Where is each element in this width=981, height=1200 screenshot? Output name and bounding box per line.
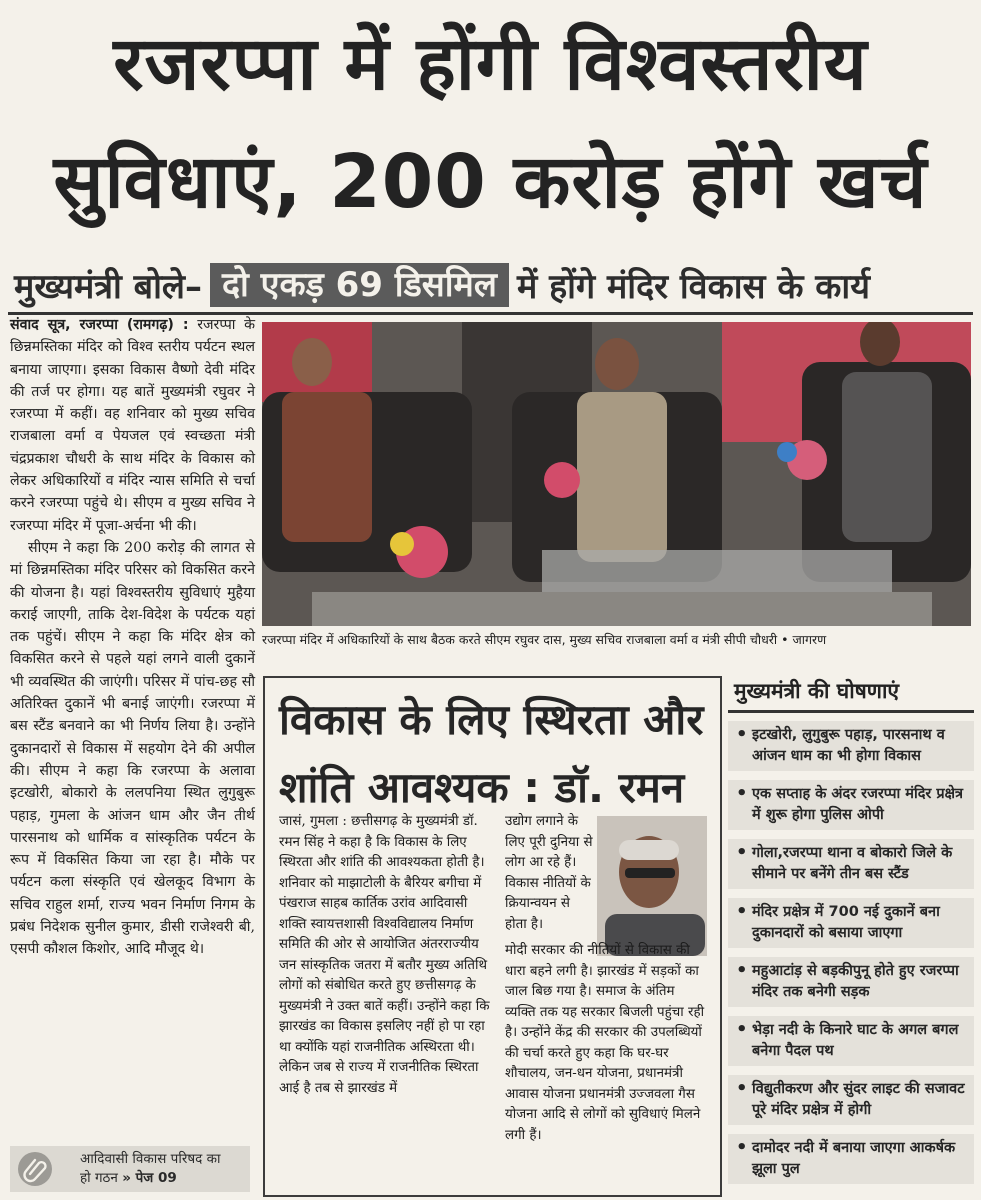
announcement-item: • भेड़ा नदी के किनारे घाट के अगल बगल बनेगा पैदल पथ xyxy=(728,1016,974,1066)
page-reference-page: » पेज 09 xyxy=(122,1170,177,1186)
side-story-column-1 xyxy=(279,812,497,1099)
announcements xyxy=(728,676,974,1193)
paperclip-icon-glyph xyxy=(18,1152,52,1186)
announcement-item: • विद्युतीकरण और सुंदर लाइट की सजावट पूरे मंदिर प्रक्षेत्र में होगी xyxy=(728,1075,974,1125)
main-story-paragraph-2: सीएम ने कहा कि 200 करोड़ की लागत से मां छिन्नमस्तिका मंदिर परिसर को विकसित करने की योजना है। यहां विश्वस्तरीय सुविधाएं मुहैया कराई जाएगी, ताकि देश-विदेश के पर्यटक यहां तक पहुंचें। सीएम ने कहा कि मंदिर क्षेत्र को विकसित करने से पहले यहां लगने वाली दुकानें भी व्यवस्थित की जाएंगी। परिसर में पांच-छह सौ अतिरिक्त दुकानें भी बनाई जाएंगी। रजरप्पा में बस स्टैंड बनवाने का भी निर्णय लिया है। उन्होंने दुकानदारों से विकास में सहयोग देने की अपील की। सीएम ने कहा कि रजरप्पा के अलावा इटखोरी, बोकारो के ललपनिया स्थित लुगुबुरू पहाड़, गुमला के आंजन धाम और जैन तीर्थ पारसनाथ को धार्मिक व सांस्कृतिक पर्यटन के रूप में विकसित किया जा रहा है। मौके पर पर्यटन कला संस्कृति एवं खेलकूद विभाग के सचिव राहुल शर्मा, राज्य भवन निर्माण निगम के प्रबंध निदेशक सुनील कुमार, डीसी राजेश्वरी बी, एसपी कौशल किशोर, आदि मौजूद थे। xyxy=(10,539,255,958)
paperclip-icon xyxy=(18,1152,52,1186)
main-story-p1-text: रजरप्पा के छिन्नमस्तिका मंदिर को विश्व स्तरीय पर्यटन स्थल बनाया जाएगा। इसका विकास वैष्णो देवी मंदिर की तर्ज पर होगा। यह बातें मुख्यमंत्री रघुवर ने रजरप्पा में कहीं। वह शनिवार को मुख्य सचिव राजबाला वर्मा व पेयजल एवं स्वच्छता मंत्री चंद्रप्रकाश चौधरी के साथ मंदिर के विकास को लेकर अधिकारियों व मंदिर न्यास समिति से चर्चा करने रजरप्पा पहुंचे थे। सीएम व मुख्य सचिव ने रजरप्पा मंदिर में पूजा-अर्चना भी की। xyxy=(10,317,255,534)
sub-headline-tail: में होंगे मंदिर विकास के कार्य xyxy=(516,267,870,307)
page-reference-line-2-text: हो गठन xyxy=(80,1170,118,1186)
page-reference xyxy=(10,1146,250,1192)
announcement-item: • महुआटांड़ से बड़कीपुनू होते हुए रजरप्पा मंदिर तक बनेगी सड़क xyxy=(728,957,974,1007)
page-reference-line-1: आदिवासी विकास परिषद का xyxy=(80,1151,221,1167)
announcement-item: • मंदिर प्रक्षेत्र में 700 नई दुकानें बना दुकानदारों को बसाया जाएगा xyxy=(728,898,974,948)
photo-caption: रजरप्पा मंदिर में अधिकारियों के साथ बैठक करते सीएम रघुवर दास, मुख्य सचिव राजबाला वर्मा व मंत्री सीपी चौधरी • जागरण xyxy=(262,632,827,647)
headline-line-2: सुविधाएं, 200 करोड़ होंगे खर्च xyxy=(53,139,928,225)
sub-headline-lead: मुख्यमंत्री बोले– xyxy=(14,267,202,307)
announcement-item: • दामोदर नदी में बनाया जाएगा आकर्षक झूला पुल xyxy=(728,1134,974,1184)
side-story-col2-top: उद्योग लगाने के लिए पूरी दुनिया से लोग आ रहे हैं। विकास नीतियों के क्रियान्वयन से होता है। xyxy=(505,814,593,932)
side-story-box xyxy=(263,676,722,1197)
announcements-title: मुख्यमंत्री की घोषणाएं xyxy=(728,676,974,713)
meeting-photo-image xyxy=(262,322,971,626)
meeting-photo xyxy=(262,322,971,626)
side-story-col2-bottom: मोदी सरकार की नीतियों से विकास की धारा बहने लगी है। झारखंड में सड़कों का जाल बिछ गया है। समाज के अंतिम व्यक्ति तक यह सरकार बिजली पहुंचा रही है। उन्होंने केंद्र की सरकार की उपलब्धियों की चर्चा करते हुए कहा कि घर-घर शौचालय, जन-धन योजना, प्रधानमंत्री आवास योजना प्रधानमंत्री उज्जवला गैस योजना आदि से लोगों को सुविधाएं मिलने लगी हैं। xyxy=(505,943,705,1143)
main-story-paragraph-1 xyxy=(10,314,255,537)
announcement-item: • गोला,रजरप्पा थाना व बोकारो जिले के सीमाने पर बनेंगे तीन बस स्टैंड xyxy=(728,839,974,889)
sub-headline xyxy=(14,262,870,308)
photo-credit: जागरण xyxy=(792,632,827,647)
side-story-title: विकास के लिए स्थिरता और शांति आवश्यक : डॉ. रमन xyxy=(279,695,704,812)
announcements-list xyxy=(728,721,974,1184)
dateline: संवाद सूत्र, रजरप्पा (रामगढ़) : xyxy=(10,317,189,333)
main-story xyxy=(10,314,255,1194)
announcement-item: • इटखोरी, लुगुबुरू पहाड़, पारसनाथ व आंजन धाम का भी होगा विकास xyxy=(728,721,974,771)
headline-line-1: रजरप्पा में होंगी विश्वस्तरीय xyxy=(113,21,868,107)
side-story-column-2 xyxy=(505,812,707,1146)
photo-caption-text: रजरप्पा मंदिर में अधिकारियों के साथ बैठक करते सीएम रघुवर दास, मुख्य सचिव राजबाला वर्मा व मंत्री सीपी चौधरी xyxy=(262,632,778,647)
page-reference-text xyxy=(80,1150,220,1188)
announcement-item: • एक सप्ताह के अंदर रजरप्पा मंदिर प्रक्षेत्र में शुरू होगा पुलिस ओपी xyxy=(728,780,974,830)
page-reference-line-2 xyxy=(80,1169,220,1188)
sub-headline-highlight: दो एकड़ 69 डिसमिल xyxy=(210,263,509,307)
side-story-col1-text: जासं, गुमला : छत्तीसगढ़ के मुख्यमंत्री डॉ. रमन सिंह ने कहा है कि विकास के लिए स्थिरता और शांति की आवश्यकता होती है। शनिवार को माझाटोली के बैरियर बगीचा में पंखराज साहब कार्तिक उरांव आदिवासी शक्ति स्वायत्तशासी विश्वविद्यालय निर्माण समिति की ओर से आयोजित अंतरराज्यीय जन सांस्कृतिक जतरा में बतौर मुख्य अतिथि लोगों को संबोधित करते हुए छत्तीसगढ़ के मुख्यमंत्री ने उक्त बातें कहीं। उन्होंने कहा कि झारखंड का विकास इसलिए नहीं हो पा रहा था क्योंकि यहां राजनीतिक अस्थिरता थी। लेकिन जब से राज्य में राजनीतिक स्थिरता आई है तब से झारखंड में xyxy=(279,814,490,1096)
